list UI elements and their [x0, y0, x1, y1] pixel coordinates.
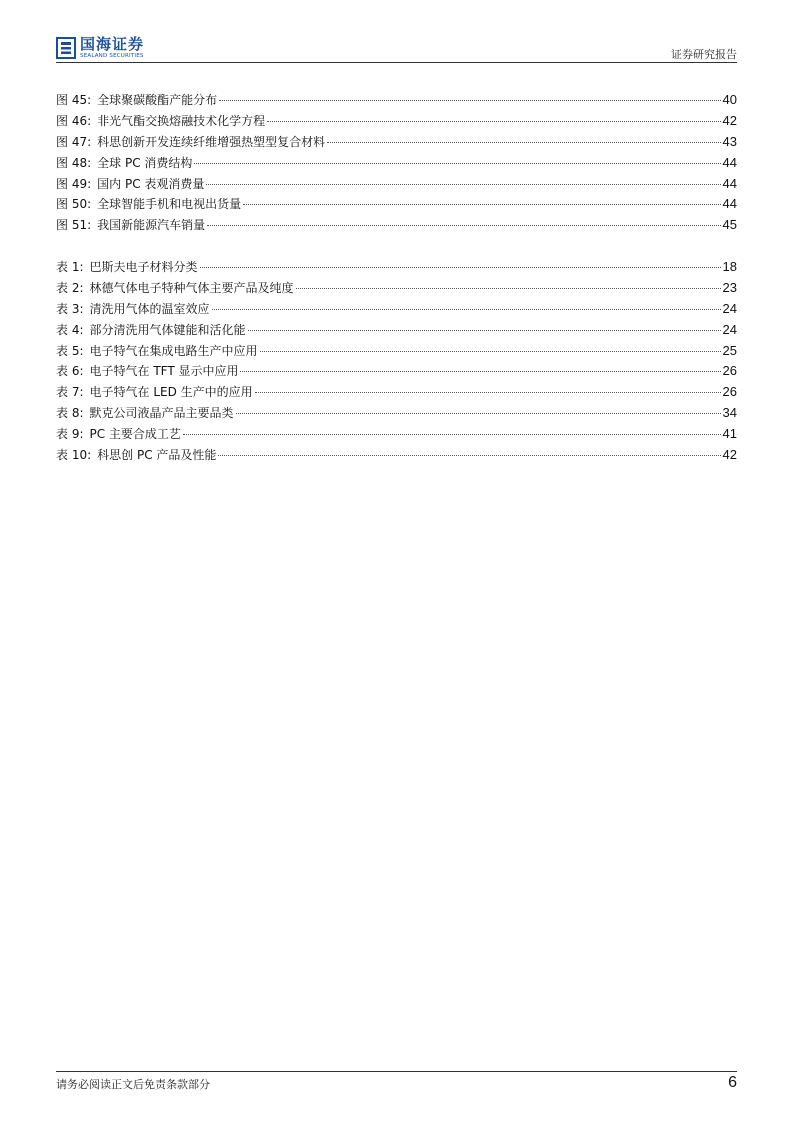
sealand-logo-icon [56, 37, 76, 59]
toc-entry-page: 44 [722, 154, 737, 170]
toc-dot-leader [183, 434, 721, 435]
toc-entry-page: 24 [722, 321, 737, 337]
header-divider [56, 62, 737, 63]
toc-entry-label: 图 45: [56, 93, 92, 107]
toc-entry-label: 表 10: [56, 448, 92, 463]
report-type: 证券研究报告 [671, 48, 737, 61]
page-header [56, 34, 737, 62]
toc-dot-leader [260, 351, 721, 352]
table-list [56, 257, 737, 466]
toc-entry-label: 图 48: [56, 155, 92, 170]
toc-entry-page: 42 [722, 447, 737, 463]
toc-dot-leader [212, 309, 721, 310]
toc-dot-leader [207, 225, 720, 226]
toc-dot-leader [267, 121, 720, 122]
toc-entry-title: 全球 PC 消费结构 [97, 155, 193, 170]
toc-dot-leader [240, 371, 720, 372]
toc-entry-label: 图 50: [56, 197, 92, 212]
toc-entry-title: 林德气体电子特种气体主要产品及纯度 [89, 280, 294, 295]
toc-dot-leader [200, 267, 721, 268]
toc-dot-leader [243, 204, 720, 205]
toc-entry-label: 图 46: [56, 113, 92, 128]
toc-entry-title: 我国新能源汽车销量 [97, 218, 206, 233]
toc-entry[interactable] [56, 278, 737, 299]
toc-dot-leader [218, 455, 720, 456]
toc-entry[interactable] [56, 111, 737, 132]
toc-entry-page: 26 [722, 384, 737, 400]
toc-entry[interactable] [56, 341, 737, 362]
toc-entry-page: 42 [722, 112, 737, 128]
company-logo [56, 34, 144, 62]
toc-entry[interactable] [56, 320, 737, 341]
toc-entry-title: 电子特气在 TFT 显示中应用 [89, 364, 239, 379]
toc-entry-page: 34 [722, 405, 737, 421]
toc-entry-label: 表 3: [56, 301, 84, 316]
toc-entry-title: 部分清洗用气体键能和活化能 [89, 322, 246, 337]
toc-entry[interactable] [56, 382, 737, 403]
toc-entry-label: 表 7: [56, 385, 84, 400]
toc-entry-page: 24 [722, 300, 737, 316]
toc-dot-leader [255, 392, 721, 393]
toc-entry-page: 25 [722, 342, 737, 358]
toc-entry[interactable] [56, 299, 737, 320]
toc-entry-label: 表 4: [56, 322, 84, 337]
company-name-en: SEALAND SECURITIES [80, 52, 144, 59]
toc-entry[interactable] [56, 403, 737, 424]
toc-entry-title: 默克公司液晶产品主要品类 [89, 406, 234, 421]
page-number: 6 [728, 1074, 737, 1091]
toc-entry[interactable] [56, 445, 737, 466]
toc-entry[interactable] [56, 215, 737, 236]
figure-list [56, 90, 737, 236]
toc-entry-title: 国内 PC 表观消费量 [97, 176, 205, 191]
toc-dot-leader [248, 330, 721, 331]
toc-entry-label: 表 9: [56, 427, 84, 442]
toc-entry-title: 科思创 PC 产品及性能 [97, 448, 217, 463]
toc-entry-page: 26 [722, 363, 737, 379]
toc-entry-label: 表 8: [56, 406, 84, 421]
toc-entry-title: 巴斯夫电子材料分类 [89, 260, 198, 274]
toc-entry[interactable] [56, 257, 737, 278]
company-name-cn: 国海证券 [80, 34, 145, 53]
toc-entry[interactable] [56, 90, 737, 111]
toc-entry-page: 44 [722, 175, 737, 191]
toc-dot-leader [236, 413, 721, 414]
toc-entry-title: 电子特气在集成电路生产中应用 [89, 343, 258, 358]
toc-entry-title: 非光气酯交换熔融技术化学方程 [97, 113, 266, 128]
toc-entry-title: PC 主要合成工艺 [89, 427, 181, 442]
toc-entry-title: 清洗用气体的温室效应 [89, 301, 210, 316]
toc-entry-title: 全球智能手机和电视出货量 [97, 197, 242, 212]
toc-entry-page: 44 [722, 196, 737, 212]
toc-entry[interactable] [56, 194, 737, 215]
toc-entry[interactable] [56, 174, 737, 195]
toc-entry-label: 表 5: [56, 343, 84, 358]
toc-entry[interactable] [56, 153, 737, 174]
footer-divider [56, 1071, 737, 1072]
toc-entry-title: 全球聚碳酸酯产能分布 [97, 93, 218, 107]
toc-entry-label: 图 51: [56, 218, 92, 233]
toc-entry-page: 18 [722, 259, 737, 274]
toc-entry[interactable] [56, 132, 737, 153]
toc-entry-title: 电子特气在 LED 生产中的应用 [89, 385, 253, 400]
toc-entry-label: 表 6: [56, 364, 84, 379]
toc-entry-page: 40 [722, 92, 737, 107]
toc-entry-page: 41 [722, 426, 737, 442]
footer-disclaimer: 请务必阅读正文后免责条款部分 [56, 1078, 210, 1091]
toc-entry-page: 23 [722, 279, 737, 295]
toc-entry-label: 图 47: [56, 134, 92, 149]
toc-entry-title: 科思创新开发连续纤维增强热塑型复合材料 [97, 134, 326, 149]
toc-dot-leader [219, 100, 720, 101]
toc-dot-leader [194, 163, 720, 164]
toc-entry[interactable] [56, 424, 737, 445]
toc-dot-leader [296, 288, 721, 289]
toc-entry-label: 表 2: [56, 280, 84, 295]
toc-entry-label: 图 49: [56, 176, 92, 191]
toc-dot-leader [206, 184, 720, 185]
toc-entry-label: 表 1: [56, 260, 84, 274]
toc-entry[interactable] [56, 361, 737, 382]
toc-entry-page: 45 [722, 217, 737, 233]
toc-entry-page: 43 [722, 133, 737, 149]
toc-dot-leader [327, 142, 720, 143]
